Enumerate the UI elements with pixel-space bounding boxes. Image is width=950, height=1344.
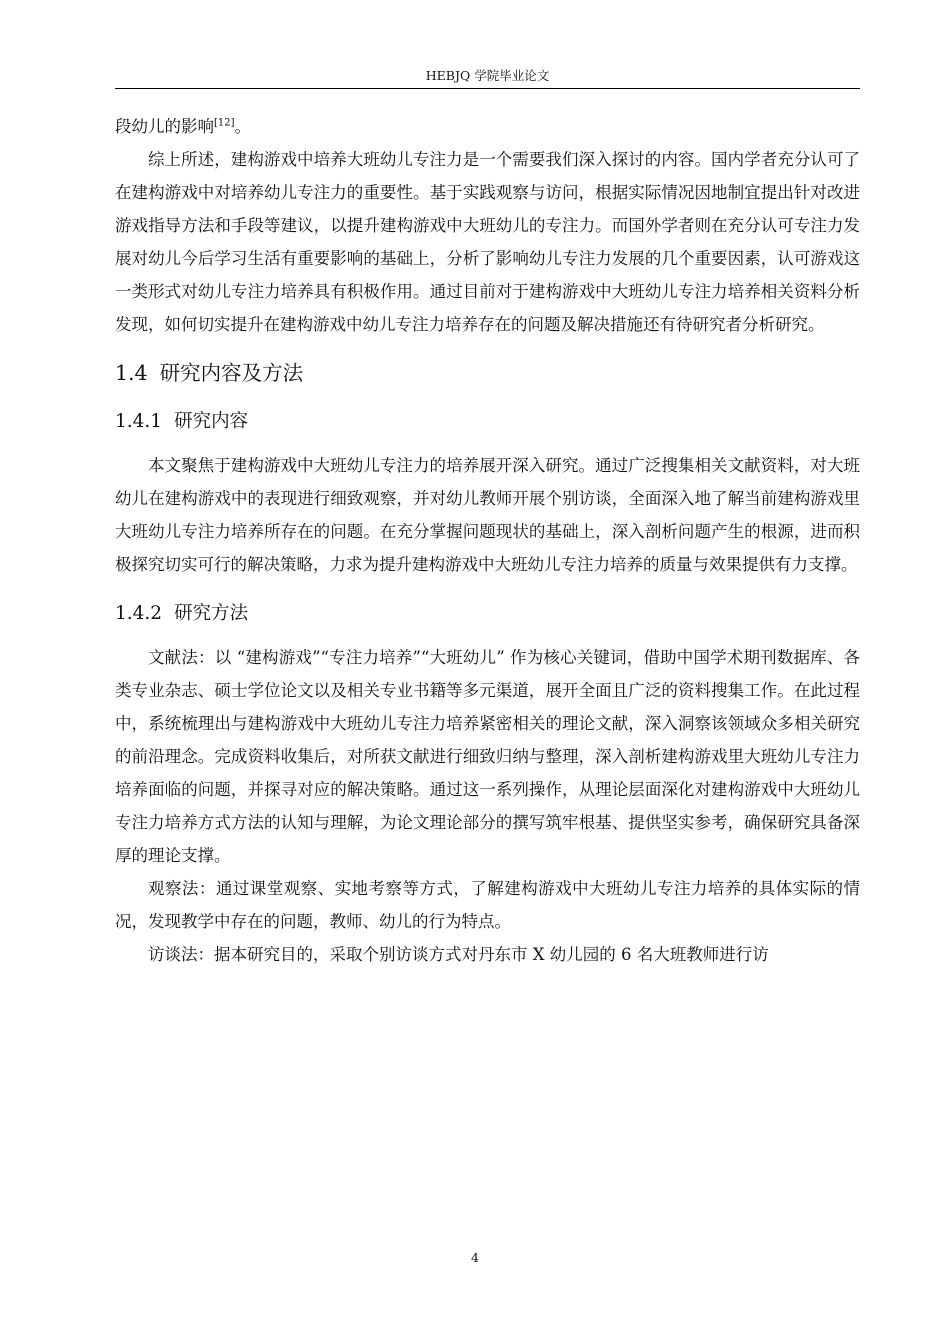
subsection-title: 研究方法: [174, 603, 249, 624]
section-number: 1.4: [115, 361, 148, 385]
research-content-paragraph: 本文聚焦于建构游戏中大班幼儿专注力的培养展开深入研究。通过广泛搜集相关文献资料，对大班幼儿在建构游戏中的表现进行细致观察，并对幼儿教师开展个别访谈，全面深入地了解当前建构游戏里大班幼儿专注力培养所存在的问题。在充分掌握问题现状的基础上，深入剖析问题产生的根源，进而积极探究切实可行的解决策略，力求为提升建构游戏中大班幼儿专注力培养的质量与效果提供有力支撑。: [115, 456, 860, 574]
page-body: [115, 110, 860, 971]
literature-method-paragraph: 文献法：以 “建构游戏”“专注力培养”“大班幼儿” 作为核心关键词，借助中国学术期刊数据库、各类专业杂志、硕士学位论文以及相关专业书籍等多元渠道，展开全面且广泛的资料搜集工作。在此过程中，系统梳理出与建构游戏中大班幼儿专注力培养紧密相关的理论文献，深入洞察该领域众多相关研究的前沿理念。完成资料收集后，对所获文献进行细致归纳与整理，深入剖析建构游戏里大班幼儿专注力培养面临的问题，并探寻对应的解决策略。通过这一系列操作，从理论层面深化对建构游戏中大班幼儿专注力培养方式方法的认知与理解，为论文理论部分的撰写筑牢根基、提供坚实参考，确保研究具备深厚的理论支撑。: [115, 648, 860, 865]
section-title: 研究内容及方法: [159, 361, 304, 385]
subsection-number: 1.4.1: [115, 411, 163, 432]
paragraph-text: 段幼儿的影响: [115, 117, 214, 136]
header-title: HEBJQ 学院毕业论文: [425, 68, 550, 83]
citation-ref: [12]: [214, 117, 235, 129]
subsection-title: 研究内容: [174, 411, 249, 432]
subsection-number: 1.4.2: [115, 603, 163, 624]
paragraph-tail: 。: [234, 117, 252, 136]
paragraph-continued: [115, 110, 860, 143]
subsection-heading-content: [115, 407, 860, 437]
section-heading: [115, 357, 860, 389]
summary-paragraph: 综上所述，建构游戏中培养大班幼儿专注力是一个需要我们深入探讨的内容。国内学者充分认可了在建构游戏中对培养幼儿专注力的重要性。基于实践观察与访问，根据实际情况因地制宜提出针对改进游戏指导方法和手段等建议，以提升建构游戏中大班幼儿的专注力。而国外学者则在充分认可专注力发展对幼儿今后学习生活有重要影响的基础上，分析了影响幼儿专注力发展的几个重要因素，认可游戏这一类形式对幼儿专注力培养具有积极作用。通过目前对于建构游戏中大班幼儿专注力培养相关资料分析发现，如何切实提升在建构游戏中幼儿专注力培养存在的问题及解决措施还有待研究者分析研究。: [115, 150, 860, 334]
page-header: [115, 66, 860, 89]
page-number: 4: [471, 1250, 479, 1265]
interview-method-paragraph: 访谈法：据本研究目的，采取个别访谈方式对丹东市 X 幼儿园的 6 名大班教师进行访: [148, 945, 769, 964]
observation-method-paragraph: 观察法：通过课堂观察、实地考察等方式，了解建构游戏中大班幼儿专注力培养的具体实际的情况，发现教学中存在的问题，教师、幼儿的行为特点。: [115, 879, 860, 931]
subsection-heading-methods: [115, 599, 860, 629]
